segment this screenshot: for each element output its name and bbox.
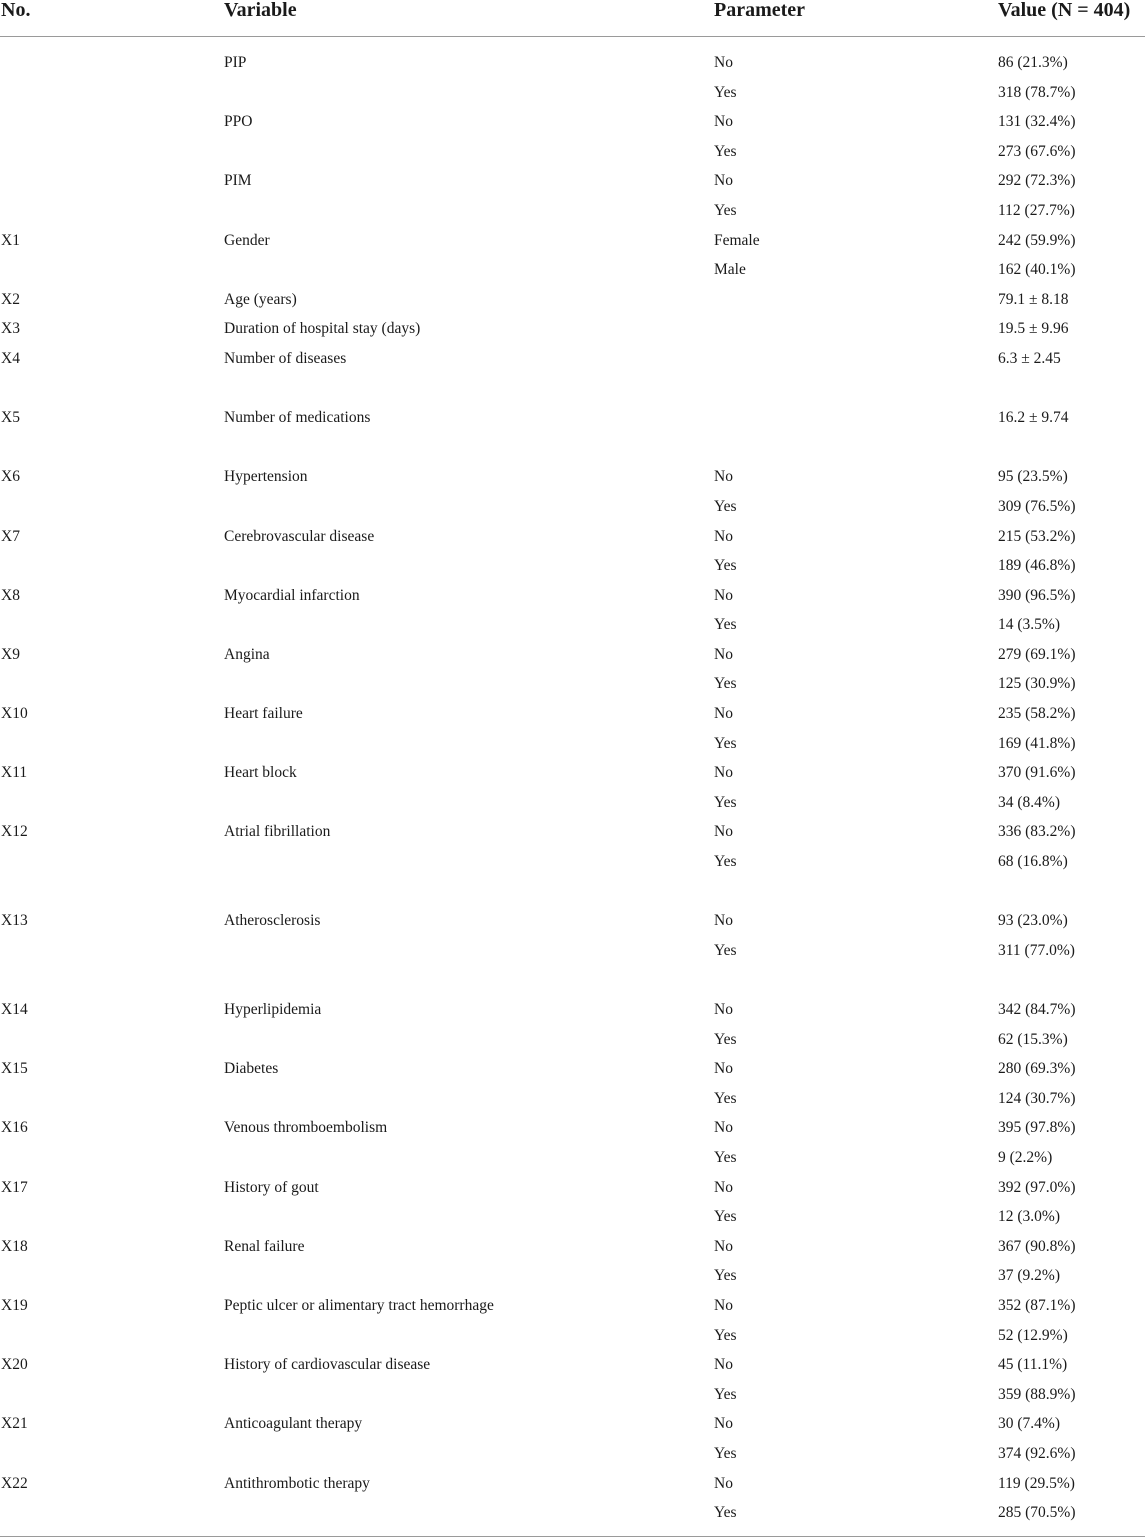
table-row: [0, 344, 1145, 374]
cell-value: 95 (23.5%): [998, 468, 1068, 486]
cell-parameter: Yes: [714, 1326, 737, 1344]
cell-value: 392 (97.0%): [998, 1178, 1076, 1196]
cell-parameter: Yes: [714, 497, 737, 515]
cell-parameter: No: [714, 54, 733, 71]
cell-parameter: Yes: [714, 793, 737, 811]
cell-no: X2: [1, 290, 20, 308]
table-row: [0, 522, 1145, 552]
cell-value: 235 (58.2%): [998, 705, 1076, 723]
cell-value: 9 (2.2%): [998, 1148, 1053, 1166]
cell-parameter: Yes: [714, 675, 737, 693]
cell-variable: History of gout: [224, 1178, 319, 1196]
cell-variable: Number of medications: [224, 409, 371, 427]
table-row: [0, 936, 1145, 966]
cell-parameter: No: [714, 1178, 733, 1196]
table-row: [0, 581, 1145, 611]
cell-variable: Heart block: [224, 764, 297, 782]
table-row: [0, 1380, 1145, 1410]
cell-value: 16.2 ± 9.74: [998, 409, 1069, 427]
cell-no: X3: [1, 320, 20, 338]
cell-parameter: No: [714, 1060, 733, 1078]
cell-no: X6: [1, 468, 20, 486]
cell-value: 119 (29.5%): [998, 1474, 1075, 1492]
table-row: [0, 1113, 1145, 1143]
table-row: [0, 1084, 1145, 1114]
cell-parameter: Yes: [714, 1148, 737, 1166]
table-row: [0, 166, 1145, 196]
cell-parameter: No: [714, 1415, 733, 1433]
cell-value: 169 (41.8%): [998, 734, 1076, 752]
cell-value: 68 (16.8%): [998, 853, 1068, 871]
cell-value: 273 (67.6%): [998, 142, 1076, 160]
cell-variable: Peptic ulcer or alimentary tract hemorrhage: [224, 1296, 494, 1314]
cell-parameter: No: [714, 1237, 733, 1255]
cell-value: 34 (8.4%): [998, 793, 1060, 811]
cell-parameter: Yes: [714, 734, 737, 752]
cell-value: 390 (96.5%): [998, 586, 1076, 604]
cell-parameter: Yes: [714, 853, 737, 871]
cell-value: 336 (83.2%): [998, 823, 1076, 841]
cell-value: 12 (3.0%): [998, 1208, 1060, 1226]
table-row: [0, 1025, 1145, 1055]
cell-parameter: No: [714, 172, 733, 190]
table-row: [0, 462, 1145, 492]
cell-variable: Antithrombotic therapy: [224, 1474, 370, 1492]
cell-value: 359 (88.9%): [998, 1385, 1076, 1403]
table-row: [0, 640, 1145, 670]
cell-parameter: Yes: [714, 616, 737, 634]
cell-variable: Atrial fibrillation: [224, 823, 331, 841]
cell-value: 14 (3.5%): [998, 616, 1060, 634]
table-row: [0, 551, 1145, 581]
header-no: No.: [1, 0, 31, 21]
cell-variable: Myocardial infarction: [224, 586, 360, 604]
cell-no: X20: [1, 1356, 28, 1374]
cell-value: 30 (7.4%): [998, 1415, 1060, 1433]
cell-variable: History of cardiovascular disease: [224, 1356, 431, 1374]
cell-no: X10: [1, 705, 28, 723]
cell-value: 125 (30.9%): [998, 675, 1076, 693]
table-spacer-row: [0, 433, 1145, 463]
cell-parameter: No: [714, 1474, 733, 1492]
cell-parameter: No: [714, 912, 733, 930]
cell-value: 279 (69.1%): [998, 645, 1076, 663]
header-parameter: Parameter: [714, 0, 806, 21]
cell-value: 309 (76.5%): [998, 497, 1076, 515]
cell-variable: Age (years): [224, 290, 297, 308]
cell-no: X7: [1, 527, 20, 545]
cell-no: X1: [1, 231, 20, 249]
cell-parameter: Yes: [714, 1267, 737, 1285]
cell-no: X13: [1, 912, 28, 930]
cell-variable: Atherosclerosis: [224, 912, 321, 930]
table-row: [0, 1321, 1145, 1351]
cell-value: 112 (27.7%): [998, 201, 1075, 219]
table-row: [0, 1409, 1145, 1439]
cell-value: 311 (77.0%): [998, 941, 1075, 959]
cell-parameter: Yes: [714, 1208, 737, 1226]
cell-variable: Hyperlipidemia: [224, 1001, 322, 1018]
cell-parameter: Yes: [714, 83, 737, 101]
table-header: [0, 0, 1145, 37]
cell-parameter: Yes: [714, 142, 737, 160]
cell-parameter: Yes: [714, 1030, 737, 1048]
cell-value: 342 (84.7%): [998, 1001, 1076, 1018]
cell-no: X15: [1, 1060, 28, 1078]
cell-value: 124 (30.7%): [998, 1089, 1076, 1107]
table-row: [0, 1291, 1145, 1321]
table-spacer-row: [0, 877, 1145, 907]
cell-variable: PIP: [224, 54, 247, 71]
table-row: [0, 1054, 1145, 1084]
cell-value: 370 (91.6%): [998, 764, 1076, 782]
cell-value: 292 (72.3%): [998, 172, 1076, 190]
cell-variable: Hypertension: [224, 468, 308, 486]
table-row: [0, 729, 1145, 759]
cell-parameter: Yes: [714, 1504, 737, 1522]
cell-no: X9: [1, 645, 20, 663]
cell-value: 62 (15.3%): [998, 1030, 1068, 1048]
cell-no: X17: [1, 1178, 28, 1196]
cell-parameter: No: [714, 1001, 733, 1018]
cell-parameter: Yes: [714, 1385, 737, 1403]
cell-value: 86 (21.3%): [998, 54, 1068, 71]
cell-no: X18: [1, 1237, 28, 1255]
cell-variable: Gender: [224, 231, 270, 249]
table-row: [0, 1202, 1145, 1232]
table-row: [0, 48, 1145, 78]
header-value: Value (N = 404): [998, 0, 1131, 21]
cell-no: X21: [1, 1415, 28, 1433]
cell-value: 45 (11.1%): [998, 1356, 1068, 1374]
cell-value: 318 (78.7%): [998, 83, 1076, 101]
table-row: [0, 788, 1145, 818]
table-row: [0, 1261, 1145, 1291]
table-row: [0, 255, 1145, 285]
cell-no: X4: [1, 349, 20, 367]
table-spacer-row: [0, 374, 1145, 404]
table-row: [0, 1232, 1145, 1262]
cell-variable: Number of diseases: [224, 349, 347, 367]
cell-parameter: No: [714, 1119, 733, 1137]
cell-value: 93 (23.0%): [998, 912, 1068, 930]
cell-variable: Heart failure: [224, 705, 303, 723]
cell-value: 19.5 ± 9.96: [998, 320, 1069, 338]
table-row: [0, 1173, 1145, 1203]
table-row: [0, 758, 1145, 788]
cell-parameter: No: [714, 586, 733, 604]
cell-parameter: No: [714, 113, 733, 131]
cell-parameter: No: [714, 823, 733, 841]
cell-no: X5: [1, 409, 20, 427]
table-bottom-rule: [0, 1536, 1145, 1537]
cell-variable: Angina: [224, 645, 270, 663]
cell-variable: Cerebrovascular disease: [224, 527, 375, 545]
cell-parameter: No: [714, 645, 733, 663]
cell-value: 189 (46.8%): [998, 557, 1076, 575]
table-row: [0, 285, 1145, 315]
cell-variable: PPO: [224, 113, 253, 131]
cell-variable: Venous thromboembolism: [224, 1119, 388, 1137]
cell-value: 79.1 ± 8.18: [998, 290, 1069, 308]
cell-parameter: Yes: [714, 941, 737, 959]
table-row: [0, 314, 1145, 344]
cell-value: 395 (97.8%): [998, 1119, 1076, 1137]
cell-parameter: No: [714, 764, 733, 782]
cell-no: X22: [1, 1474, 28, 1492]
table-row: [0, 847, 1145, 877]
cell-value: 131 (32.4%): [998, 113, 1076, 131]
cell-parameter: Yes: [714, 1089, 737, 1107]
table-row: [0, 492, 1145, 522]
table-row: [0, 817, 1145, 847]
cell-variable: Diabetes: [224, 1060, 279, 1078]
cell-value: 215 (53.2%): [998, 527, 1076, 545]
cell-no: X8: [1, 586, 20, 604]
table-row: [0, 78, 1145, 108]
cell-parameter: No: [714, 1296, 733, 1314]
cell-parameter: No: [714, 705, 733, 723]
cell-parameter: No: [714, 527, 733, 545]
table-row: [0, 1469, 1145, 1499]
table-row: [0, 107, 1145, 137]
table-row: [0, 610, 1145, 640]
cell-value: 285 (70.5%): [998, 1504, 1076, 1522]
table-row: [0, 1439, 1145, 1469]
table-row: [0, 196, 1145, 226]
cell-variable: Renal failure: [224, 1237, 305, 1255]
cell-no: X14: [1, 1001, 28, 1018]
cell-no: X19: [1, 1296, 28, 1314]
cell-parameter: No: [714, 1356, 733, 1374]
table-row: [0, 226, 1145, 256]
header-variable: Variable: [224, 0, 297, 21]
cell-parameter: Yes: [714, 201, 737, 219]
cell-parameter: Male: [714, 261, 746, 279]
table-row: [0, 669, 1145, 699]
table-row: [0, 1143, 1145, 1173]
cell-value: 37 (9.2%): [998, 1267, 1060, 1285]
cell-value: 6.3 ± 2.45: [998, 349, 1061, 367]
table-row: [0, 1498, 1145, 1528]
cell-value: 52 (12.9%): [998, 1326, 1068, 1344]
cell-variable: Duration of hospital stay (days): [224, 320, 421, 338]
cell-no: X12: [1, 823, 28, 841]
cell-parameter: Yes: [714, 1444, 737, 1462]
table-row: [0, 1350, 1145, 1380]
cell-no: X16: [1, 1119, 28, 1137]
table-row: [0, 403, 1145, 433]
cell-value: 352 (87.1%): [998, 1296, 1076, 1314]
cell-parameter: No: [714, 468, 733, 486]
cell-value: 162 (40.1%): [998, 261, 1076, 279]
cell-value: 280 (69.3%): [998, 1060, 1076, 1078]
table-row: [0, 137, 1145, 167]
table-row: [0, 995, 1145, 1025]
cell-value: 374 (92.6%): [998, 1444, 1076, 1462]
cell-value: 242 (59.9%): [998, 231, 1076, 249]
table-body: [0, 48, 1145, 1528]
table-row: [0, 699, 1145, 729]
cell-value: 367 (90.8%): [998, 1237, 1076, 1255]
cell-parameter: Yes: [714, 557, 737, 575]
cell-no: X11: [1, 764, 28, 782]
cell-variable: Anticoagulant therapy: [224, 1415, 363, 1433]
cell-variable: PIM: [224, 172, 252, 190]
table-spacer-row: [0, 965, 1145, 995]
cell-parameter: Female: [714, 231, 760, 249]
table-row: [0, 906, 1145, 936]
